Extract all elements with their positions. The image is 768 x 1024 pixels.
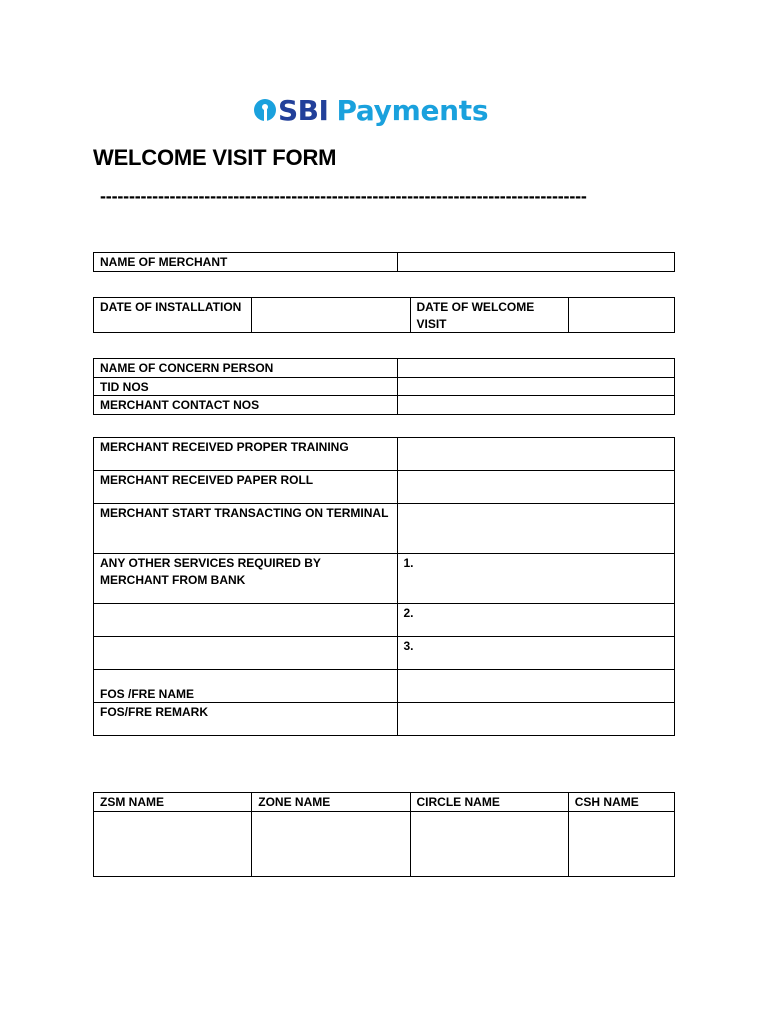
table-row [94, 396, 675, 415]
csh-name-field[interactable] [568, 811, 674, 876]
merchant-name-field[interactable] [397, 253, 675, 272]
table-row [94, 604, 675, 637]
form-title: WELCOME VISIT FORM [93, 145, 337, 170]
fos-fre-name-field[interactable] [397, 670, 675, 703]
other-services-field-1[interactable]: 1. [397, 554, 675, 604]
other-services-field-2[interactable]: 2. [397, 604, 675, 637]
table-row [94, 670, 675, 703]
logo-text-sbi: SBI [278, 93, 329, 127]
installation-date-label: DATE OF INSTALLATION [94, 298, 252, 333]
zsm-name-header: ZSM NAME [94, 793, 252, 812]
table-row [94, 359, 675, 378]
table-row [94, 253, 675, 272]
table-row [94, 377, 675, 396]
sbi-payments-logo [254, 92, 488, 128]
table-row [94, 793, 675, 812]
zone-name-field[interactable] [252, 811, 410, 876]
concern-person-label: NAME OF CONCERN PERSON [94, 359, 398, 378]
circle-name-header: CIRCLE NAME [410, 793, 568, 812]
fos-fre-name-label: FOS /FRE NAME [94, 670, 398, 703]
welcome-visit-date-field[interactable] [568, 298, 674, 333]
table-row [94, 504, 675, 554]
fos-fre-remark-label: FOS/FRE REMARK [94, 703, 398, 736]
table-row [94, 554, 675, 604]
training-field[interactable] [397, 438, 675, 471]
start-transacting-label: MERCHANT START TRANSACTING ON TERMINAL [94, 504, 398, 554]
concern-person-field[interactable] [397, 359, 675, 378]
other-services-field-3[interactable]: 3. [397, 637, 675, 670]
sbi-keyhole-icon [254, 99, 276, 121]
other-services-blank-label [94, 637, 398, 670]
installation-date-field[interactable] [252, 298, 410, 333]
other-services-blank-label [94, 604, 398, 637]
circle-name-field[interactable] [410, 811, 568, 876]
welcome-visit-date-label: DATE OF WELCOME VISIT [410, 298, 568, 333]
logo-text-payments: Payments [336, 93, 489, 127]
zone-name-header: ZONE NAME [252, 793, 410, 812]
merchant-name-table [93, 252, 675, 272]
merchant-contact-field[interactable] [397, 396, 675, 415]
table-row [94, 637, 675, 670]
merchant-name-label: NAME OF MERCHANT [94, 253, 398, 272]
paper-roll-field[interactable] [397, 471, 675, 504]
training-label: MERCHANT RECEIVED PROPER TRAINING [94, 438, 398, 471]
dates-table [93, 297, 675, 333]
zsm-name-field[interactable] [94, 811, 252, 876]
title-separator: ------------------------------------------------------------------------------------ [100, 186, 587, 206]
tid-nos-label: TID NOS [94, 377, 398, 396]
table-row [94, 471, 675, 504]
tid-nos-field[interactable] [397, 377, 675, 396]
table-row [94, 811, 675, 876]
merchant-contact-label: MERCHANT CONTACT NOS [94, 396, 398, 415]
fos-fre-remark-field[interactable] [397, 703, 675, 736]
table-row [94, 298, 675, 333]
paper-roll-label: MERCHANT RECEIVED PAPER ROLL [94, 471, 398, 504]
checklist-table [93, 437, 675, 736]
other-services-label: ANY OTHER SERVICES REQUIRED BY MERCHANT FROM BANK [94, 554, 398, 604]
contact-table [93, 358, 675, 415]
start-transacting-field[interactable] [397, 504, 675, 554]
table-row [94, 438, 675, 471]
table-row [94, 703, 675, 736]
csh-name-header: CSH NAME [568, 793, 674, 812]
officials-table [93, 792, 675, 877]
